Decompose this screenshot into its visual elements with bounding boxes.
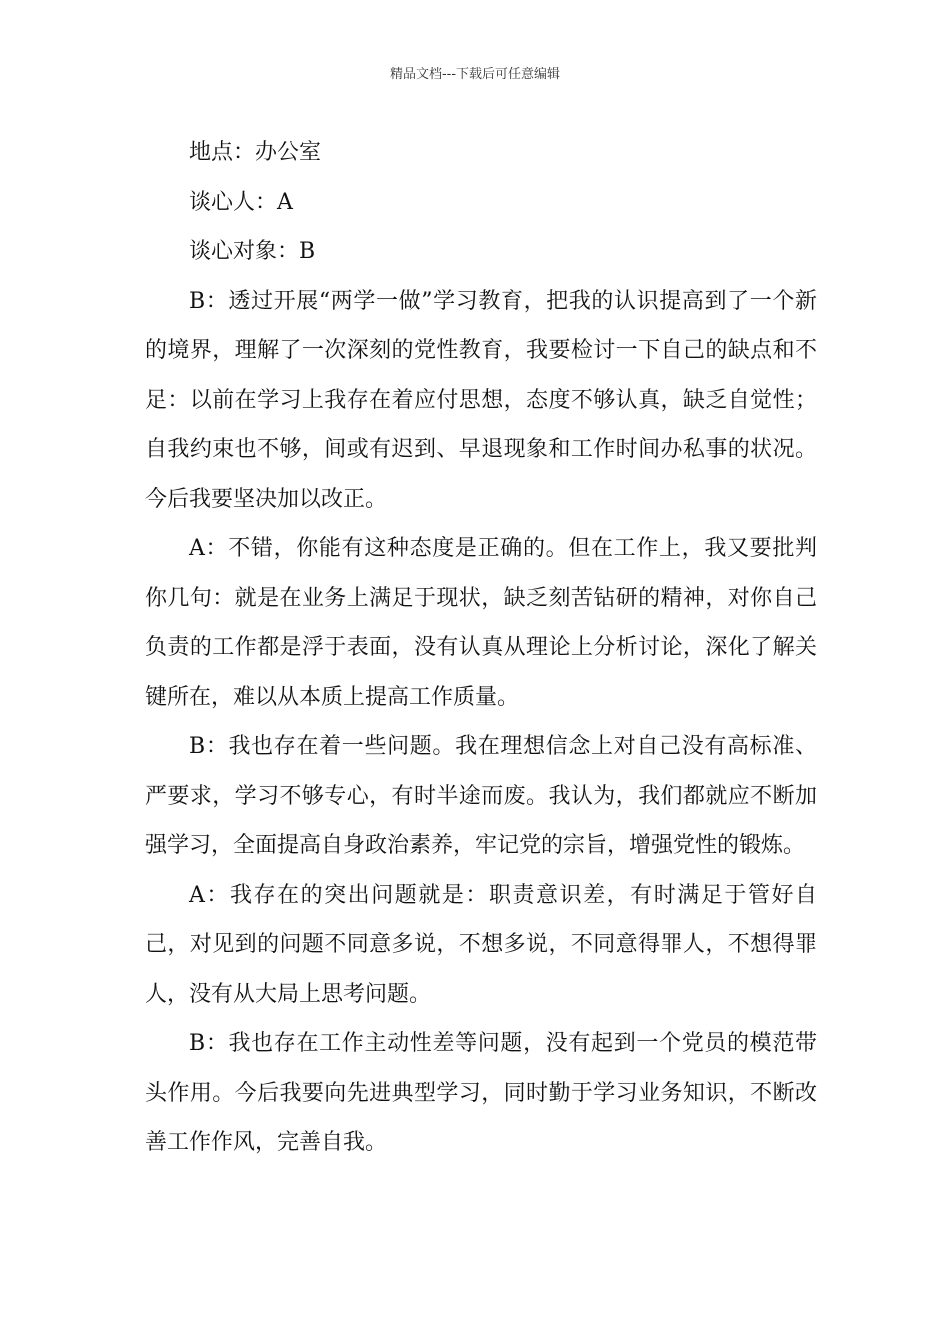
paragraph-3: B：我也存在着一些问题。我在理想信念上对自己没有高标准、严要求，学习不够专心，有时半途而废。我认为，我们都就应不断加强学习，全面提高自身政治素养，牢记党的宗旨，增强党性的锻炼。 [145,734,817,858]
paragraph-4: A：我存在的突出问题就是：职责意识差，有时满足于管好自己，对见到的问题不同意多说，不想多说，不同意得罪人，不想得罪人，没有从大局上思考问题。 [145,882,817,1007]
document-body [145,128,817,1168]
page-header: 精品文档---下载后可任意编辑 [389,67,561,82]
meta-talker: 谈心人：A [189,189,293,215]
meta-talkee: 谈心对象：B [189,239,316,264]
paragraph-5: B：我也存在工作主动性差等问题，没有起到一个党员的模范带头作用。今后我要向先进典型学习，同时勤于学习业务知识，不断改善工作作风，完善自我。 [145,1031,817,1155]
meta-location: 地点：办公室 [189,140,322,165]
paragraph-2: A：不错，你能有这种态度是正确的。但在工作上，我又要批判你几句：就是在业务上满足于现状，缺乏刻苦钻研的精神，对你自己负责的工作都是浮于表面，没有认真从理论上分析讨论，深化了解关键所在，难以从本质上提高工作质量。 [145,536,817,710]
paragraph-1: B：透过开展“两学一做”学习教育，把我的认识提高到了一个新的境界，理解了一次深刻的党性教育，我要检讨一下自己的缺点和不足：以前在学习上我存在着应付思想，态度不够认真，缺乏自觉性；自我约束也不够，间或有迟到、早退现象和工作时间办私事的状况。今后我要坚决加以改正。 [145,288,817,512]
